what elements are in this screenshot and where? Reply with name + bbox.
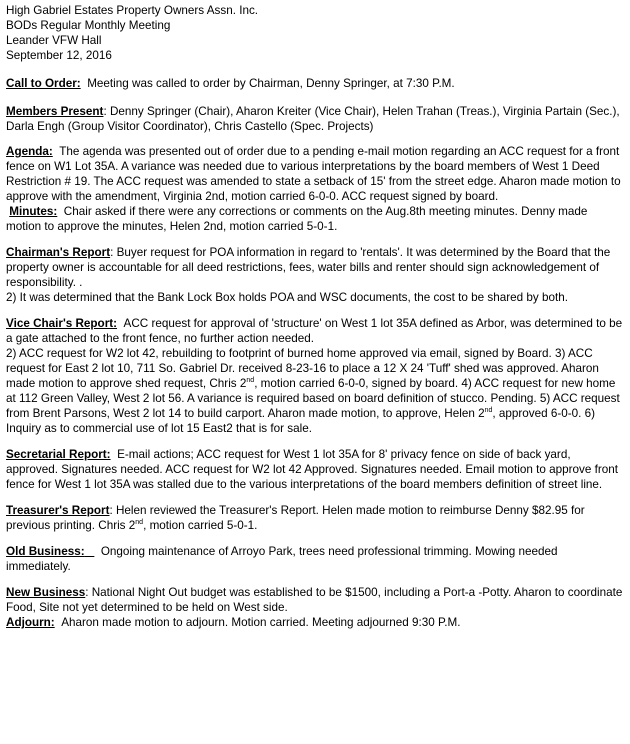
secretarial-report-text: E-mail actions; ACC request for West 1 lot 35A for 8' privacy fence on side of back yard, approved. Signatures needed. ACC request for W2 lot 42 Approved. Signatures needed. Email motion to approve front fence for West 1 lot 35A was stalled due to the various interpretations of the board members definition of street line. bbox=[6, 448, 619, 491]
secretarial-report-section bbox=[6, 447, 624, 492]
adjourn-text: Aharon made motion to adjourn. Motion carried. Meeting adjourned 9:30 P.M. bbox=[61, 616, 461, 629]
minutes-heading: Minutes: bbox=[9, 205, 58, 218]
new-business-section bbox=[6, 585, 624, 615]
minutes-section bbox=[6, 204, 624, 234]
adjourn-heading: Adjourn: bbox=[6, 616, 55, 629]
new-business-text: : National Night Out budget was established to be $1500, including a Port-a -Potty. Aharon to coordinate Food, Site not yet determined to be held on West side. bbox=[6, 586, 623, 614]
chairmans-report-section bbox=[6, 245, 624, 305]
ordinal-suffix: nd bbox=[135, 519, 144, 527]
old-business-heading: Old Business: bbox=[6, 545, 85, 558]
vice-chairs-report-items-part-3: , approved 6-0-0. 6) Inquiry as to commercial use of lot 15 East2 that is for sale. bbox=[6, 407, 596, 435]
meeting-type: BODs Regular Monthly Meeting bbox=[6, 19, 171, 32]
agenda-section bbox=[6, 144, 624, 204]
old-business-text: Ongoing maintenance of Arroyo Park, trees need professional trimming. Mowing needed immediately. bbox=[6, 545, 558, 573]
call-to-order-heading: Call to Order: bbox=[6, 77, 81, 90]
association-name: High Gabriel Estates Property Owners Assn. Inc. bbox=[6, 4, 259, 17]
meeting-minutes-document bbox=[6, 3, 624, 630]
old-business-section bbox=[6, 544, 624, 574]
treasurers-report-text-end: , motion carried 5-0-1. bbox=[143, 519, 258, 532]
agenda-heading: Agenda: bbox=[6, 145, 53, 158]
chairmans-report-text: : Buyer request for POA information in regard to 'rentals'. It was determined by the Board that the property owner is accountable for all deed restrictions, fees, water bills and renter should sign acknowledgement of responsibility. . bbox=[6, 246, 611, 289]
ordinal-suffix: nd bbox=[484, 407, 493, 415]
vice-chairs-report-section bbox=[6, 316, 624, 436]
agenda-text: The agenda was presented out of order due to a pending e-mail motion regarding an ACC request for a front fence on W1 Lot 35A. A variance was needed due to various interpretations by the board members of West 1 Deed Restriction # 19. The ACC request was amended to state a setback of 15' from the street edge. Aharon made motion to approve with the amendment, Virginia 2nd, motion carried 6-0-0. ACC request signed by board. bbox=[6, 145, 621, 203]
ordinal-suffix: nd bbox=[246, 377, 255, 385]
new-business-heading: New Business bbox=[6, 586, 86, 599]
vice-chairs-report-text: ACC request for approval of 'structure' on West 1 lot 35A defined as Arbor, was determined to be a gate attached to the front fence, no further action needed. bbox=[6, 317, 623, 345]
call-to-order-text: Meeting was called to order by Chairman, Denny Springer, at 7:30 P.M. bbox=[87, 77, 455, 90]
meeting-location: Leander VFW Hall bbox=[6, 34, 102, 47]
meeting-date: September 12, 2016 bbox=[6, 49, 112, 62]
treasurers-report-heading: Treasurer's Report bbox=[6, 504, 110, 517]
minutes-text: Chair asked if there were any corrections or comments on the Aug.8th meeting minutes. Denny made motion to approve the minutes, Helen 2nd, motion carried 5-0-1. bbox=[6, 205, 588, 233]
members-present-heading: Members Present bbox=[6, 105, 104, 118]
vice-chairs-report-items bbox=[6, 346, 624, 436]
chairmans-report-item-2: 2) It was determined that the Bank Lock Box holds POA and WSC documents, the cost to be shared by both. bbox=[6, 291, 568, 304]
document-header bbox=[6, 3, 624, 63]
vice-chairs-report-heading: Vice Chair's Report: bbox=[6, 317, 118, 330]
secretarial-report-heading: Secretarial Report: bbox=[6, 448, 111, 461]
members-present-text: : Denny Springer (Chair), Aharon Kreiter (Vice Chair), Helen Trahan (Treas.), Virginia Partain (Sec.), Darla Engh (Group Visitor Coordinator), Chris Castello (Spec. Projects) bbox=[6, 105, 620, 133]
treasurers-report-section bbox=[6, 503, 624, 533]
chairmans-report-heading: Chairman's Report bbox=[6, 246, 111, 259]
treasurers-report-text: : Helen reviewed the Treasurer's Report. Helen made motion to reimburse Denny $82.95 for previous printing. Chris 2 bbox=[6, 504, 585, 532]
members-present-section bbox=[6, 104, 624, 134]
call-to-order-section bbox=[6, 76, 624, 91]
adjourn-section bbox=[6, 615, 624, 630]
vice-chairs-report-items-part-2: , motion carried 6-0-0, signed by board. 4) ACC request for new home at 112 Green Valley, West 2 lot 56. A variance is required based on board definition of stucco. Pending. 5) ACC request from Brent Parsons, West 2 lot 14 to build carport. Aharon made motion, to approve, Helen 2 bbox=[6, 377, 620, 420]
vice-chairs-report-items-part-1: 2) ACC request for W2 lot 42, rebuilding to footprint of burned home approved via email, signed by Board. 3) ACC request for East 2 lot 10, 711 So. Gabriel Dr. received 8-23-16 to place a 12 X 24 'Tuff' shed was approved. Aharon made motion to approve shed request, Chris 2 bbox=[6, 347, 599, 390]
